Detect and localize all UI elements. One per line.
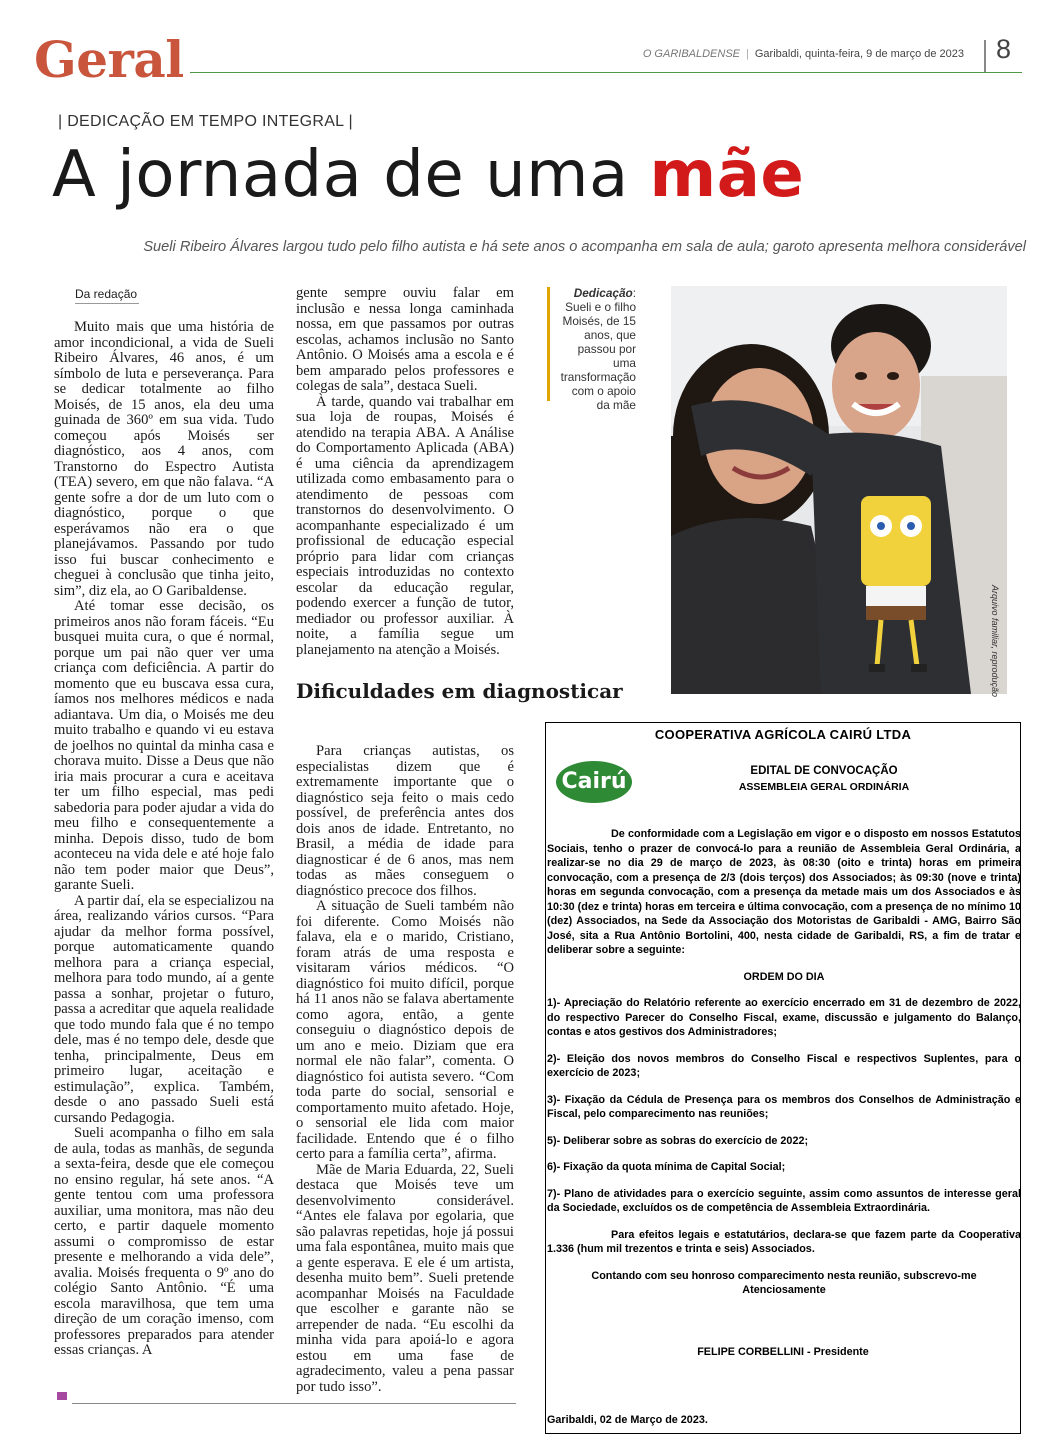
signature: FELIPE CORBELLINI - Presidente xyxy=(697,1346,869,1358)
paragraph: Sueli acompanha o filho em sala de aula, todas as manhãs, de segunda a sexta-feira, desde que ele começou no ensino regular, há sete anos. “A gente tentou com uma professora auxiliar, uma monitora, mas não deu certo, e partir daquele momento assumi o compromisso de estar presente e melhorando a vida dele”, avalia. Moisés frequenta o 9º ano do colégio Santo Antônio. “É uma escola maravilhosa, que tem uma direção de um coração imenso, com professores preparados para atender essas crianças. A xyxy=(54,1125,274,1358)
publication-name: O GARIBALDENSE xyxy=(642,48,741,60)
subhead: Dificuldades em diagnosticar xyxy=(296,679,623,703)
agenda-item: 3)- Fixação da Cédula de Presença para os membros dos Conselhos de Administração e Fiscal, pelo comparecimento nas reuniões; xyxy=(547,1093,1021,1120)
deck: Sueli Ribeiro Álvares largou tudo pelo filho autista e há sete anos o acompanha em sala de aula; garoto apresenta melhora considerável xyxy=(143,239,1026,255)
byline-rule xyxy=(75,303,139,304)
paragraph: A partir daí, ela se especializou na área, realizando vários cursos. “Para ajudar da melhor forma possível, porque automaticamente quando melhora para a criança especial, melhora para todo mundo, aí a gente passa a sonhar, projetar o futuro, passa a acreditar que aquela realidade que todo mundo fala que é no tempo dele, mas é no tempo dele, desde que tenha, principalmente, Deus em primeiro lugar, aceitação e estimulação”, explica. Também, desde o ano passado Sueli está cursando Pedagogia. xyxy=(54,892,274,1126)
paragraph: A situação de Sueli também não foi diferente. Como Moisés não falava, ela e o marido, Cristiano, foram atrás de uma resposta e visitaram vários médicos. “O diagnóstico foi muito difícil, porque há 11 anos não se falava abertamente como agora, então, a gente conseguiu o diagnóstico depois de um ano e meio. Diziam que era normal ele não falar”, comenta. O diagnóstico foi autista severo. “Com toda parte do social, sensorial e comportamento muito afetado. Hoje, o sensorial ele lida com maior facilidade. Entendo que é o filho certo para a família certa”, afirma. xyxy=(296,898,514,1162)
footer-mark xyxy=(57,1392,67,1400)
footer-rule xyxy=(72,1403,516,1404)
edital-title: EDITAL DE CONVOCAÇÃO xyxy=(750,765,898,777)
agenda-item: 1)- Apreciação do Relatório referente ao exercício encerrado em 31 de dezembro de 2022, do respectivo Parecer do Conselho Fiscal, exame, discussão e julgamento do Balanço, contas e atos gestivos dos Administradores; xyxy=(547,997,1021,1038)
header-meta: O GARIBALDENSE | Garibaldi, quinta-feira, 9 de março de 2023 xyxy=(642,48,964,60)
headline xyxy=(52,138,804,212)
closing-line-2: Atenciosamente xyxy=(742,1284,826,1296)
caption-text: : Sueli e o filho Moisés, de 15 anos, que passou por uma transformação com o apoio da mãe xyxy=(560,286,636,412)
agenda-item: 7)- Plano de atividades para o exercício seguinte, assim como assuntos de interesse geral da Sociedade, excluídos os de competência de Assembleia Extraordinária. xyxy=(547,1187,1021,1214)
article-photo xyxy=(671,286,1007,694)
article-column-2 xyxy=(296,286,514,658)
ad-date: Garibaldi, 02 de Março de 2023. xyxy=(547,1414,708,1426)
photo-caption xyxy=(556,286,636,412)
paragraph: Para crianças autistas, os especialistas dizem que é extremamente importante que o diagnóstico seja feito o mais cedo possível, de preferência antes dos dois anos de idade. Entretanto, no Brasil, a média de idade para diagnosticar é de 6 anos, mas nem todas as mães conseguem o diagnóstico precoce dos filhos. xyxy=(296,743,514,899)
assembly-title: ASSEMBLEIA GERAL ORDINÁRIA xyxy=(738,781,910,793)
agenda-item: 5)- Deliberar sobre as sobras do exercício de 2022; xyxy=(547,1134,809,1147)
paragraph: À tarde, quando vai trabalhar em sua loja de roupas, Moisés é atendido na terapia ABA. A Análise do Comportamento Aplicada (ABA) é uma ciência da aprendizagem utilizada como embasamento para o atendimento de pessoas com transtornos do desenvolvimento. O acompanhante especializado é um profissional de educação especial próprio para lidar com crianças especiais introduzidas no contexto escolar da educação regular, podendo exercer a função de tutor, mediador ou professor auxiliar. À noite, a família segue um planejamento na atenção a Moisés. xyxy=(296,393,514,658)
cooperative-notice-ad xyxy=(545,722,1021,1434)
agenda-title: ORDEM DO DIA xyxy=(743,970,825,983)
legal-note: Para efeitos legais e estatutários, declara-se que fazem parte da Cooperativa 1.336 (hum mil trezentos e trinta e seis) Associados. xyxy=(547,1228,1021,1255)
section-title: Geral xyxy=(34,30,184,89)
headline-main: A jornada de uma xyxy=(52,138,650,212)
photo-illustration xyxy=(671,286,1007,694)
ad-title: COOPERATIVA AGRÍCOLA CAIRÚ LTDA xyxy=(654,727,912,742)
ad-intro: De conformidade com a Legislação em vigor e o disposto em nossos Estatutos Sociais, tenho o prazer de convocá-lo para a reunião de Assembleia Geral Ordinária, a realizar-se no dia 29 de março de 2023, às 08:30 (oito e trinta) horas em primeira convocação, com a presença de 2/3 (dois terços) dos Associados; às 09:30 (nove e trinta) horas em segunda convocação, com a presença da metade mais um dos Associados e às 10:30 (dez e trinta) horas em terceira e última convocação, com a presença de no mínimo 10 (dez) Associados, na Sede da Associação dos Motoristas de Garibaldi - AMG, Bairro São José, sita a Rua Antônio Bortolini, 400, nesta cidade de Garibaldi, RS, a fim de tratar e deliberar sobre a seguinte: xyxy=(547,828,1021,956)
article-column-1 xyxy=(54,320,274,1359)
dateline: Garibaldi, quinta-feira, 9 de março de 2023 xyxy=(754,48,964,60)
header-divider xyxy=(984,40,986,72)
paragraph: gente sempre ouviu falar em inclusão e nessa longa caminhada nossa, em que passamos por outras escolas, achamos inclusão no Santo Antônio. O Moisés ama a escola e é bem amparado pelos professores e colegas de sala”, destaca Sueli. xyxy=(296,285,514,394)
photo-credit: Arquivo familiar, reprodução xyxy=(990,585,1000,698)
caption-head: Dedicação xyxy=(573,286,633,300)
page-number: 8 xyxy=(996,34,1012,64)
paragraph: Mãe de Maria Eduarda, 22, Sueli destaca que Moisés teve um desenvolvimento considerável. “Antes ele falava por egolaria, que são palavras repetidas, hoje já possui uma fala espontânea, muito mais que a gente esperava. E ele é um artista, desenha muito bem”. Sueli pretende acompanhar Moisés na Faculdade que escolher e garante não se arrepender de nada. “Eu escolhi da minha vida para apoiá-lo e agora estou em uma fase de agradecimento, valeu a pena passar por tudo isso”. xyxy=(296,1161,514,1395)
cairu-logo: Cairú xyxy=(556,761,632,803)
agenda-item: 6)- Fixação da quota mínima de Capital Social; xyxy=(547,1161,786,1173)
closing-line-1: Contando com seu honroso comparecimento nesta reunião, subscrevo-me xyxy=(591,1269,977,1282)
paragraph: Até tomar esse decisão, os primeiros anos não foram fáceis. “Eu busquei muita cura, o que é normal, porque um pai não quer ver uma criança com deficiência. A partir do momento que eu buscava essa cura, íamos nos melhores médicos e nada adiantava. Um dia, o Moisés me deu muito trabalho e quando vi eu estava de joelhos no quintal da minha casa e chorava muito. Disse a Deus que não iria mais procurar a cura e aceitava ter um filho especial, mas pedi sabedoria para poder ajudar a vida do meu filho e consequentemente a minha. Depois disso, tudo de bom aconteceu na vida dele e até hoje falo não tem poder maior que Deus”, garante Sueli. xyxy=(54,598,274,893)
paragraph: Muito mais que uma história de amor incondicional, a vida de Sueli Ribeiro Álvares, 46 anos, é um símbolo de luta e perseverança. Para se dedicar totalmente ao filho Moisés, de 15 anos, ela deu uma guinada de 360º em sua vida. Tudo começou após Moisés ser diagnóstico, aos 4 anos, com Transtorno do Espectro Autista (TEA) severo, em que não falava. “A gente sofre a dor de um luto com o diagnóstico, porque o que esperávamos não era o que planejávamos. Passando por tudo isso fui buscar conhecimento e cheguei à conclusão que tinha jeito, sim”, diz ela, ao O Garibaldense. xyxy=(54,319,274,599)
byline: Da redação xyxy=(75,287,138,301)
headline-highlight: mãe xyxy=(649,138,805,212)
caption-accent-bar xyxy=(547,287,550,401)
ad-body xyxy=(547,827,1021,1310)
ad-edital-heading xyxy=(636,763,1012,795)
kicker: | DEDICAÇÃO EM TEMPO INTEGRAL | xyxy=(58,113,353,130)
header-rule xyxy=(190,72,1022,73)
agenda-item: 2)- Eleição dos novos membros do Conselho Fiscal e respectivos Suplentes, para o exercício de 2023; xyxy=(547,1052,1021,1079)
article-column-3 xyxy=(296,744,514,1395)
